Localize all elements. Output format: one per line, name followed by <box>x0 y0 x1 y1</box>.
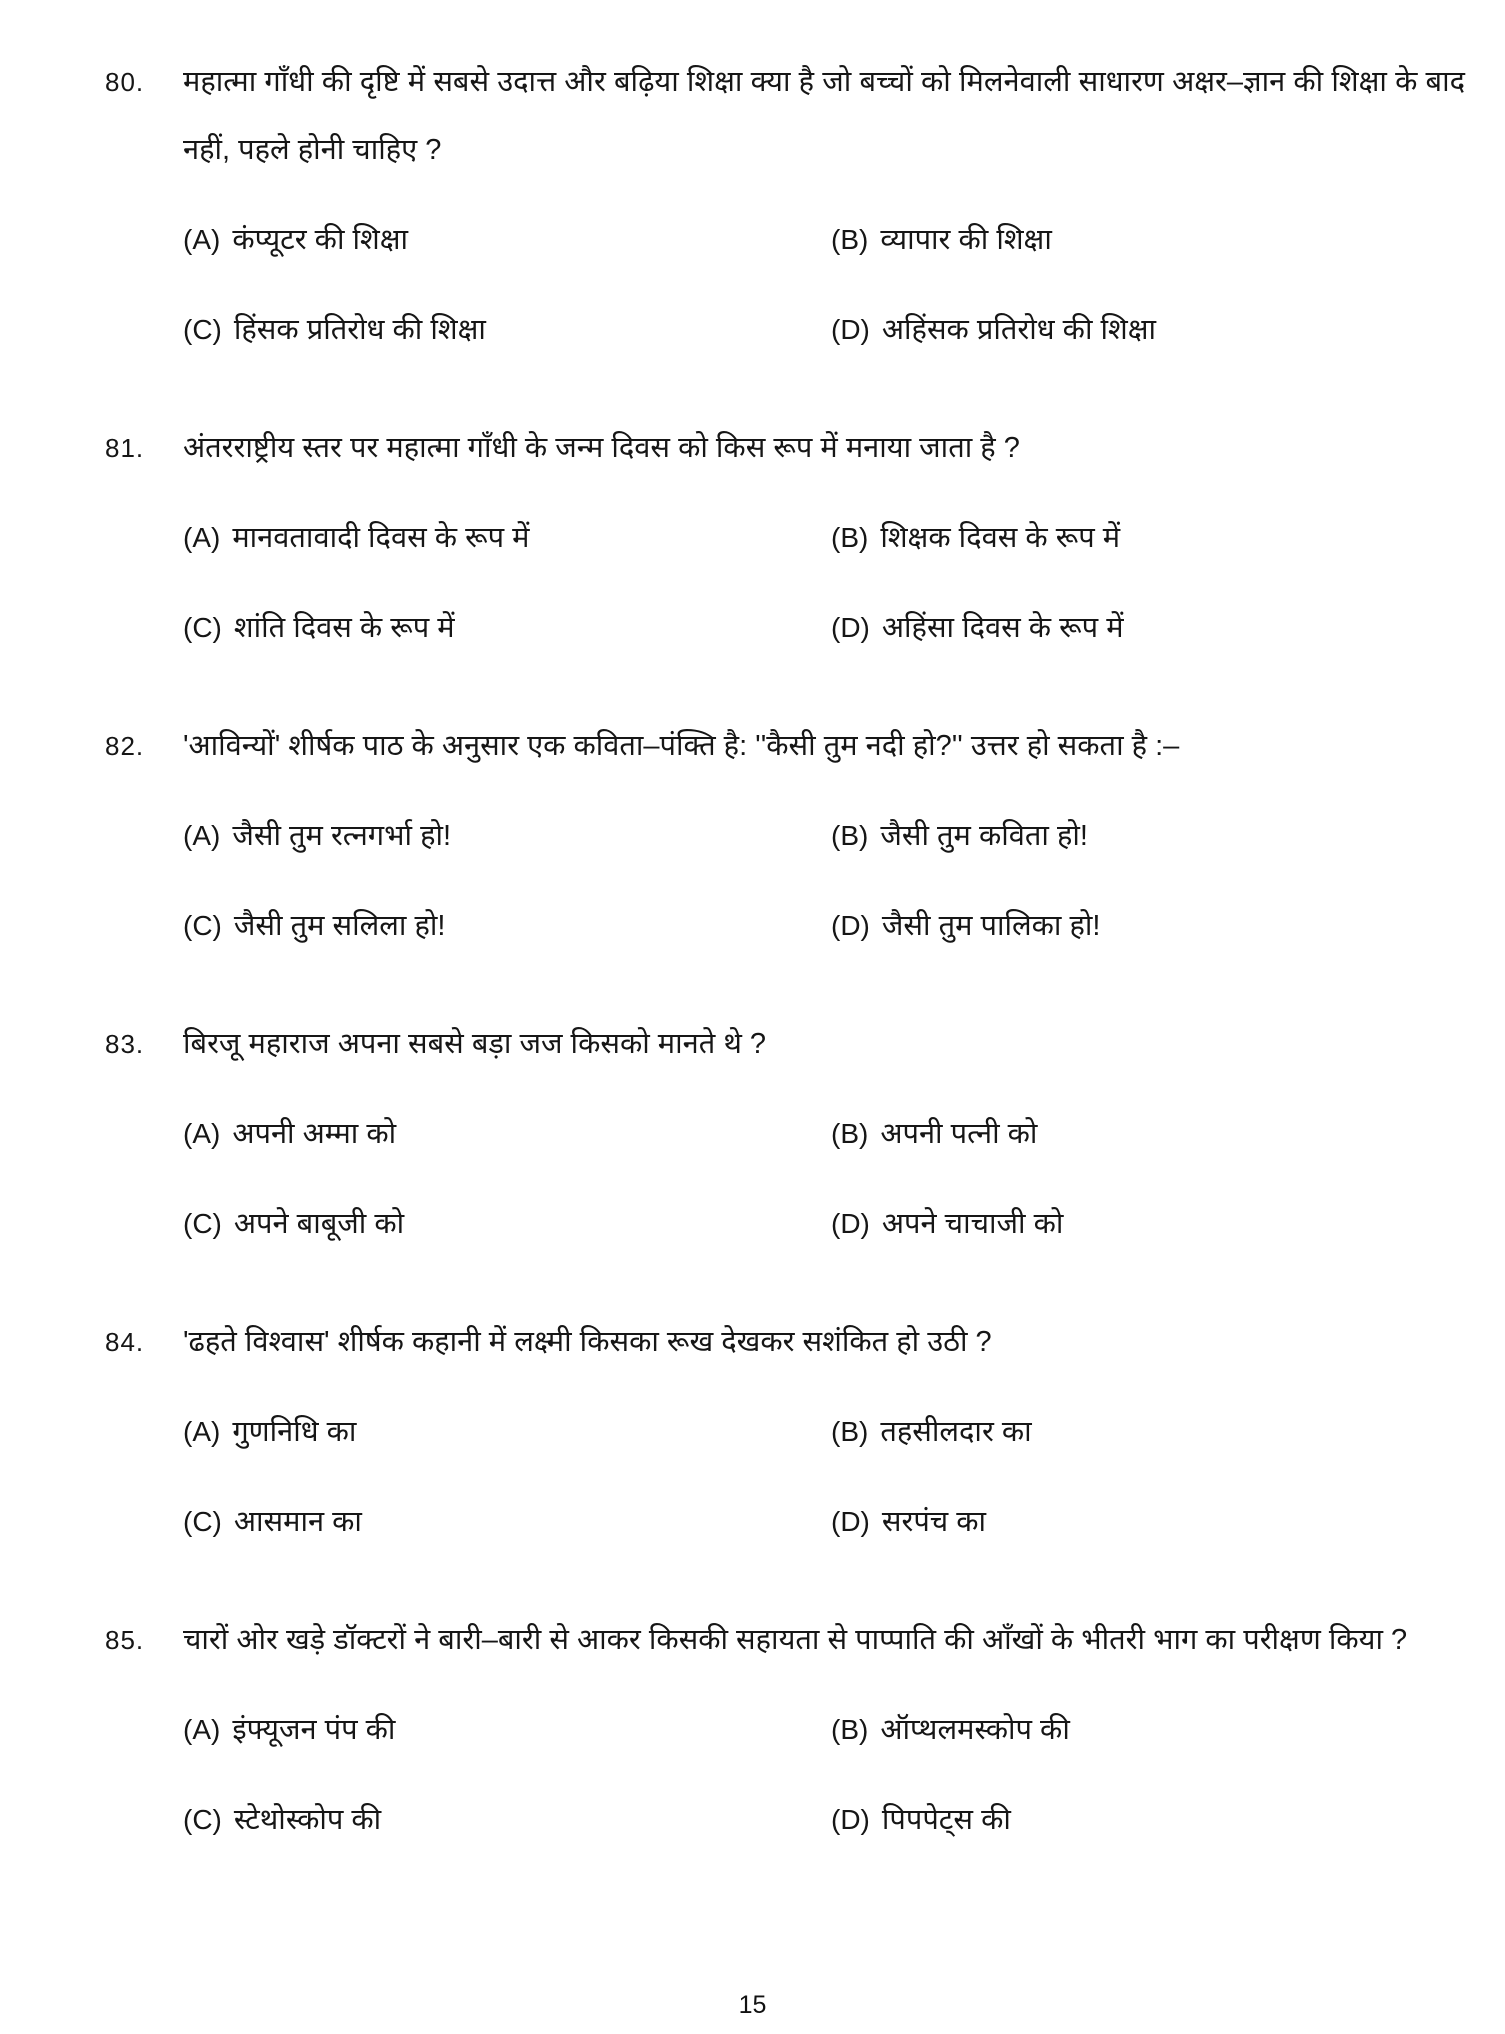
option-b <box>831 802 1465 870</box>
option-label: (C) <box>183 910 222 941</box>
question-number: 84. <box>105 1327 145 1357</box>
option-b <box>831 206 1465 274</box>
question-body <box>183 48 1465 364</box>
question-number: 85. <box>105 1625 145 1655</box>
option-a <box>183 504 831 572</box>
question-text: 'ढहते विश्वास' शीर्षक कहानी में लक्ष्मी किसका रूख देखकर सशंकित हो उठी ? <box>183 1326 992 1358</box>
option-label: (A) <box>183 1416 221 1447</box>
options-row-cd <box>183 892 1465 960</box>
option-text: अहिंसक प्रतिरोध की शिक्षा <box>881 314 1157 346</box>
option-text: जैसी तुम सलिला हो! <box>233 910 446 942</box>
option-d <box>831 1488 1465 1556</box>
question-body <box>183 1010 1465 1258</box>
options-row-ab <box>183 802 1465 870</box>
options-row-ab <box>183 1398 1465 1466</box>
option-label: (B) <box>831 522 869 553</box>
option-d <box>831 594 1465 662</box>
option-text: अपनी पत्नी को <box>880 1118 1038 1150</box>
option-text: अपने चाचाजी को <box>881 1208 1064 1240</box>
option-a <box>183 1398 831 1466</box>
question-body <box>183 1308 1465 1556</box>
option-label: (D) <box>831 314 870 345</box>
option-text: गुणनिधि का <box>232 1416 357 1448</box>
option-label: (B) <box>831 1118 869 1149</box>
option-text: मानवतावादी दिवस के रूप में <box>232 522 530 554</box>
option-text: सरपंच का <box>881 1506 987 1538</box>
option-text: हिंसक प्रतिरोध की शिक्षा <box>233 314 486 346</box>
options-row-ab <box>183 504 1465 572</box>
option-c <box>183 296 831 364</box>
option-d <box>831 296 1465 364</box>
option-text: अपने बाबूजी को <box>233 1208 405 1240</box>
option-label: (B) <box>831 820 869 851</box>
question-84 <box>105 1308 1465 1556</box>
option-text: तहसीलदार का <box>880 1416 1032 1448</box>
option-label: (B) <box>831 1416 869 1447</box>
options-row-ab <box>183 1696 1465 1764</box>
option-d <box>831 1786 1465 1854</box>
option-b <box>831 1696 1465 1764</box>
option-text: इंफ्यूजन पंप की <box>232 1714 396 1746</box>
page-number: 15 <box>738 1991 767 2019</box>
option-label: (D) <box>831 612 870 643</box>
option-label: (A) <box>183 224 221 255</box>
question-text: चारों ओर खड़े डॉक्टरों ने बारी–बारी से आकर किसकी सहायता से पाप्पाति की आँखों के भीतरी भाग का परीक्षण किया ? <box>183 1624 1408 1656</box>
option-label: (A) <box>183 1714 221 1745</box>
option-text: जैसी तुम कविता हो! <box>880 820 1088 852</box>
question-body <box>183 414 1465 662</box>
question-83 <box>105 1010 1465 1258</box>
option-label: (B) <box>831 1714 869 1745</box>
option-c <box>183 594 831 662</box>
question-body <box>183 1606 1465 1854</box>
option-text: अहिंसा दिवस के रूप में <box>881 612 1124 644</box>
option-text: अपनी अम्मा को <box>232 1118 397 1150</box>
option-a <box>183 1100 831 1168</box>
option-label: (D) <box>831 1208 870 1239</box>
option-label: (B) <box>831 224 869 255</box>
question-85 <box>105 1606 1465 1854</box>
question-number: 81. <box>105 433 145 463</box>
option-a <box>183 206 831 274</box>
option-text: पिपपेट्स की <box>881 1804 1011 1836</box>
question-81 <box>105 414 1465 662</box>
question-82 <box>105 712 1465 960</box>
option-label: (D) <box>831 910 870 941</box>
option-b <box>831 1100 1465 1168</box>
question-number: 83. <box>105 1029 145 1059</box>
option-c <box>183 1786 831 1854</box>
option-text: जैसी तुम पालिका हो! <box>881 910 1101 942</box>
option-d <box>831 892 1465 960</box>
option-label: (A) <box>183 1118 221 1149</box>
option-d <box>831 1190 1465 1258</box>
option-text: कंप्यूटर की शिक्षा <box>232 224 409 256</box>
options-row-cd <box>183 1190 1465 1258</box>
option-text: शिक्षक दिवस के रूप में <box>880 522 1121 554</box>
option-c <box>183 892 831 960</box>
option-label: (D) <box>831 1804 870 1835</box>
options-row-ab <box>183 206 1465 274</box>
question-text: 'आविन्यों' शीर्षक पाठ के अनुसार एक कविता–पंक्ति है: ''कैसी तुम नदी हो?'' उत्तर हो सकता है :– <box>183 730 1180 762</box>
option-label: (A) <box>183 522 221 553</box>
options-row-cd <box>183 594 1465 662</box>
options-row-cd <box>183 296 1465 364</box>
option-a <box>183 802 831 870</box>
option-text: आसमान का <box>233 1506 362 1538</box>
question-number: 80. <box>105 67 145 97</box>
option-label: (C) <box>183 1804 222 1835</box>
option-label: (C) <box>183 1506 222 1537</box>
options-row-ab <box>183 1100 1465 1168</box>
question-number: 82. <box>105 731 145 761</box>
option-text: जैसी तुम रत्नगर्भा हो! <box>232 820 452 852</box>
option-label: (D) <box>831 1506 870 1537</box>
options-row-cd <box>183 1488 1465 1556</box>
option-c <box>183 1488 831 1556</box>
question-text: महात्मा गाँधी की दृष्टि में सबसे उदात्त और बढ़िया शिक्षा क्या है जो बच्चों को मिलनेवाली साधारण अक्षर–ज्ञान की शिक्षा के बाद नहीं, पहले होनी चाहिए ? <box>183 66 1465 166</box>
option-text: ऑप्थलमस्कोप की <box>880 1714 1070 1746</box>
option-text: स्टेथोस्कोप की <box>233 1804 382 1836</box>
option-label: (A) <box>183 820 221 851</box>
option-c <box>183 1190 831 1258</box>
option-label: (C) <box>183 612 222 643</box>
question-text: बिरजू महाराज अपना सबसे बड़ा जज किसको मानते थे ? <box>183 1028 767 1060</box>
option-b <box>831 1398 1465 1466</box>
question-text: अंतरराष्ट्रीय स्तर पर महात्मा गाँधी के जन्म दिवस को किस रूप में मनाया जाता है ? <box>183 432 1020 464</box>
option-a <box>183 1696 831 1764</box>
option-label: (C) <box>183 314 222 345</box>
option-label: (C) <box>183 1208 222 1239</box>
question-80 <box>105 48 1465 364</box>
option-b <box>831 504 1465 572</box>
option-text: शांति दिवस के रूप में <box>233 612 455 644</box>
options-row-cd <box>183 1786 1465 1854</box>
option-text: व्यापार की शिक्षा <box>880 224 1052 256</box>
question-body <box>183 712 1465 960</box>
